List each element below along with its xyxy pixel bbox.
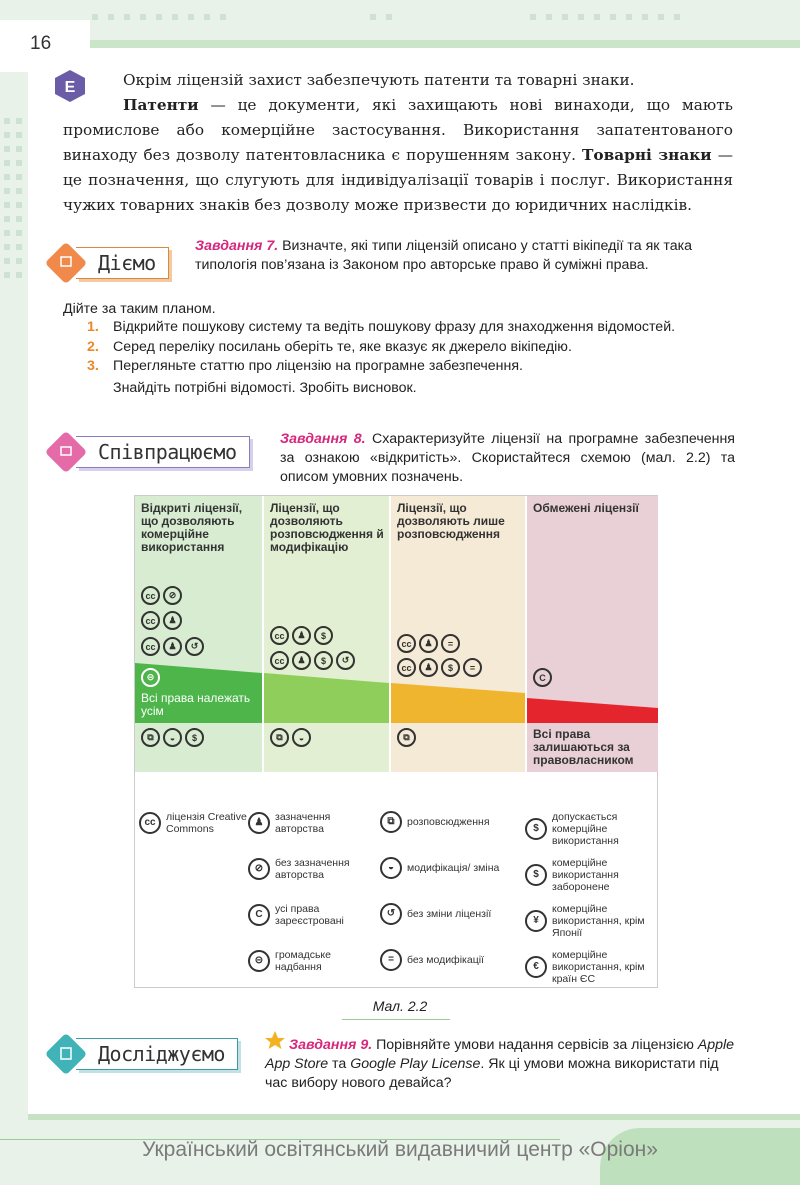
trademarks-term: Товарні знаки [582, 146, 712, 164]
icon-row [270, 651, 358, 670]
plan-step [87, 357, 737, 376]
icon-row [141, 586, 185, 605]
attribution-icon: ♟ [163, 637, 182, 656]
cc-icon: cc [139, 812, 161, 834]
plan-step [87, 318, 737, 337]
step-number: 3. [87, 358, 99, 374]
task8 [280, 430, 735, 487]
legend-item [525, 857, 655, 893]
legend-text: без зміни ліцензії [407, 908, 492, 920]
legend-item [380, 903, 520, 925]
legend-item [248, 949, 373, 973]
task9-text-1: Порівняйте умови надання сервісів за ліцензією [372, 1037, 698, 1053]
distribution-icon: ⧉ [141, 728, 160, 747]
intro-p1: Окрім ліцензій захист забезпечують патенти та товарні знаки. [123, 71, 635, 89]
legend-item [139, 811, 249, 835]
caption-line [342, 1019, 450, 1020]
figure-caption: Мал. 2.2 [372, 998, 428, 1014]
task8-text: Схарактеризуйте ліцензії на програмне забезпечення за ознакою «відкритість». Скористайтеся схемою (мал. 2.2) та описом умовних позначень. [280, 431, 735, 485]
cc-icon: cc [141, 586, 160, 605]
legend-item [525, 903, 655, 939]
lightgreen-bar [264, 673, 389, 723]
modification-icon: ◒ [292, 728, 311, 747]
plan-intro: Дійте за таким планом. [63, 301, 216, 317]
icon-row [141, 611, 185, 630]
cc-icon: cc [141, 637, 160, 656]
public-domain-icon: ⊝ [248, 950, 270, 972]
plan-step [87, 338, 737, 357]
column-title: Ліцензії, що дозволяють розповсюдження й модифікацію [270, 501, 384, 554]
legend-item [248, 857, 373, 881]
no-attribution-icon: ⊘ [163, 586, 182, 605]
icon-row [270, 626, 336, 645]
attribution-icon: ♟ [292, 626, 311, 645]
legend-text: допускається комерційне використання [552, 811, 619, 847]
cc-icon: cc [141, 611, 160, 630]
trademarks-text: — це позначення, що слугують для індивідуалізації товарів і послуг. Використання чужих товарних знаків без дозволу може призвести до юридичних наслідків. [63, 146, 733, 214]
share-alike-icon: ↺ [336, 651, 355, 670]
legend-item [380, 949, 520, 971]
cc-icon: cc [270, 626, 289, 645]
all-rights-public: Всі права належать усім [141, 691, 251, 718]
modification-icon: ◒ [380, 857, 402, 879]
license-scheme-figure [134, 495, 658, 988]
all-rights-owner: Всі права залишаються за правовласником [533, 727, 634, 767]
top-decoration-3 [530, 14, 680, 22]
task7 [195, 237, 735, 275]
step-number: 2. [87, 338, 99, 355]
intro-text [63, 68, 733, 218]
side-decoration [4, 118, 24, 278]
non-commercial-icon: $ [441, 658, 460, 677]
icon-row [141, 637, 207, 656]
patents-text: — це документи, які захищають нові винаходи, що мають промислове або комерційне застосування. Використання запатентованого винаходу без дозволу патентовласника є порушенням закону. [63, 96, 733, 164]
legend-text: ліцензія Creative Commons [166, 811, 247, 835]
public-domain-icon: ⊝ [141, 668, 160, 687]
apple-license: Apple App Store [265, 1037, 735, 1072]
publisher-footer: Український освітянський видавничий центр «Оріон» [142, 1138, 658, 1161]
no-commercial-japan-icon: ¥ [525, 910, 547, 932]
top-decoration [92, 14, 226, 22]
distribution-icon: ⧉ [270, 728, 289, 747]
svg-text:E: E [64, 79, 76, 96]
task8-number: Завдання 8. [280, 431, 366, 447]
legend-text: зазначення авторства [275, 811, 331, 835]
puzzle-pink-icon [42, 428, 90, 476]
attribution-icon: ♟ [419, 658, 438, 677]
spivpratsiuiemo-badge [42, 434, 250, 470]
no-derivatives-icon: = [441, 634, 460, 653]
column-title: Ліцензії, що дозволяють лише розповсюдження [397, 501, 505, 541]
icon-row [141, 728, 207, 747]
cc-icon: cc [397, 634, 416, 653]
non-commercial-icon: $ [314, 651, 333, 670]
legend-text: розповсюдження [407, 816, 490, 828]
copyright-icon: C [533, 668, 552, 687]
legend-text: без модифікації [407, 954, 484, 966]
commercial-icon: $ [525, 818, 547, 840]
share-alike-icon: ↺ [380, 903, 402, 925]
task7-number: Завдання 7. [195, 238, 279, 254]
legend-item [248, 811, 373, 835]
legend-item [525, 949, 655, 985]
yellow-bar [391, 683, 525, 723]
legend-text: громадське надбання [275, 949, 331, 973]
share-alike-icon: ↺ [185, 637, 204, 656]
legend-item [248, 903, 373, 927]
non-commercial-icon: $ [314, 626, 333, 645]
legend-item [380, 857, 520, 879]
icon-row [397, 658, 485, 677]
page-top-band [88, 40, 800, 48]
task9 [265, 1036, 735, 1093]
attribution-icon: ♟ [248, 812, 270, 834]
diemo-badge [42, 245, 169, 281]
column-title: Відкриті ліцензії, що дозволяють комерційне використання [141, 501, 243, 554]
doslidzhuiemo-badge [42, 1036, 238, 1072]
task7-text: Визначте, які типи ліцензій описано у статті вікіпедії та як така типологія пов’язана із Законом про авторське право й суміжні права. [195, 238, 693, 273]
step-number: 1. [87, 319, 99, 335]
no-derivatives-icon: = [463, 658, 482, 677]
legend-text: комерційне використання, крім країн ЄС [552, 949, 645, 985]
google-license: Google Play License [350, 1056, 481, 1072]
cc-icon: cc [270, 651, 289, 670]
plan-conclusion: Знайдіть потрібні відомості. Зробіть висновок. [113, 379, 417, 396]
icon-row [397, 728, 419, 747]
step-text: Серед переліку посилань оберіть те, яке вказує як джерело вікіпедію. [113, 338, 572, 355]
legend-item [380, 811, 520, 833]
legend-text: без зазначення авторства [275, 857, 350, 881]
legend-item [525, 811, 655, 847]
no-attribution-icon: ⊘ [248, 858, 270, 880]
top-decoration-2 [370, 14, 392, 22]
attribution-icon: ♟ [163, 611, 182, 630]
modification-icon: ◒ [163, 728, 182, 747]
icon-row [533, 668, 555, 687]
step-text: Перегляньте статтю про ліцензію на програмне забезпечення. [113, 358, 523, 374]
attribution-icon: ♟ [419, 634, 438, 653]
spivpratsiuiemo-label: Співпрацюємо [76, 436, 250, 468]
step-text: Відкрийте пошукову систему та ведіть пошукову фразу для знаходження відомостей. [113, 319, 676, 335]
doslidzhuiemo-label: Досліджуємо [76, 1038, 238, 1070]
cc-icon: cc [397, 658, 416, 677]
no-commercial-eu-icon: € [525, 956, 547, 978]
column-restricted [527, 496, 658, 772]
task9-text-2: та [328, 1056, 351, 1072]
legend-text: усі права зареєстровані [275, 903, 344, 927]
column-title: Обмежені ліцензії [533, 501, 639, 515]
column-distribution-only [391, 496, 525, 772]
diemo-label: Діємо [76, 247, 169, 279]
icon-row [397, 634, 463, 653]
puzzle-orange-icon [42, 239, 90, 287]
legend-text: комерційне використання заборонене [552, 857, 619, 893]
puzzle-teal-icon [42, 1030, 90, 1078]
plan-steps [87, 318, 737, 397]
copyright-icon: C [248, 904, 270, 926]
column-distribution-modification [264, 496, 389, 772]
distribution-icon: ⧉ [380, 811, 402, 833]
icon-row [270, 728, 314, 747]
legend-text: модифікація/ зміна [407, 862, 500, 874]
distribution-icon: ⧉ [397, 728, 416, 747]
non-commercial-icon: $ [525, 864, 547, 886]
patents-term: Патенти [123, 96, 199, 114]
red-bar [527, 698, 658, 723]
legend-text: комерційне використання, крім Японії [552, 903, 645, 939]
task9-number: Завдання 9. [289, 1037, 373, 1053]
attribution-icon: ♟ [292, 651, 311, 670]
column-open-commercial [135, 496, 262, 772]
task9-text-3: . Як ці умови можна використати під час вибору нового девайса? [265, 1056, 719, 1091]
commercial-icon: $ [185, 728, 204, 747]
page-number: 16 [0, 20, 90, 72]
no-derivatives-icon: = [380, 949, 402, 971]
